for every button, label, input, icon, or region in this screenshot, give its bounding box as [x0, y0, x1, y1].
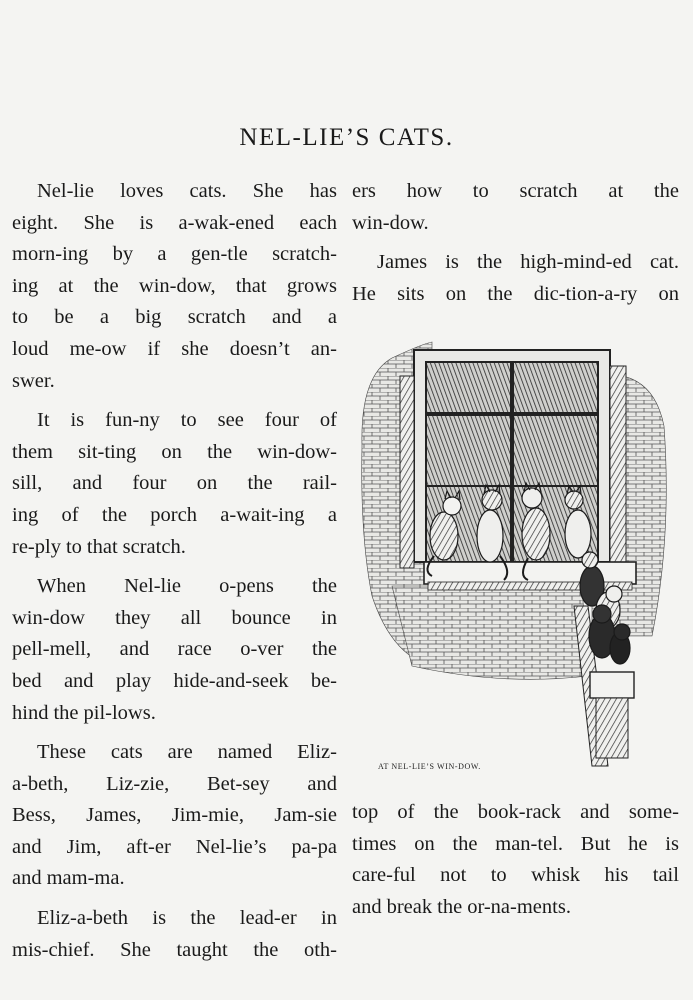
word: and [119, 638, 150, 661]
text-line [12, 366, 337, 398]
text-line [12, 800, 337, 832]
word: oth- [303, 938, 337, 961]
word: and [72, 472, 103, 495]
word: mis-chief. [12, 938, 95, 961]
word: or-na-ments. [467, 895, 571, 918]
word: to [180, 409, 197, 432]
text-line [352, 860, 679, 892]
word: pa-pa [291, 835, 337, 858]
word: the [207, 440, 233, 463]
text-line [352, 279, 679, 311]
word: scratch. [122, 535, 186, 558]
paragraph-3 [12, 571, 337, 729]
word: the [487, 282, 513, 305]
word: be- [310, 669, 337, 692]
word: She [83, 211, 115, 234]
paragraph-6-continued [352, 797, 679, 923]
word: sits [397, 282, 425, 305]
word: It [37, 409, 50, 432]
word: to [12, 306, 28, 329]
word: the [477, 251, 503, 274]
word: Bet-sey [207, 772, 270, 795]
word: see [217, 409, 244, 432]
word: is [665, 832, 679, 855]
word: and [580, 801, 610, 823]
word: a-wak-ened [178, 211, 275, 234]
right-column-top [352, 176, 679, 310]
text-line [12, 437, 337, 469]
word: that [86, 535, 118, 558]
word: ers [352, 180, 376, 202]
word: the [452, 832, 478, 855]
word: He [352, 282, 376, 305]
word: mam-ma. [46, 867, 125, 890]
word: Jim, [66, 835, 102, 858]
text-line [12, 832, 337, 864]
word: at [608, 180, 624, 202]
text-line [12, 334, 337, 366]
word: at [58, 274, 74, 297]
word: times [352, 832, 397, 855]
word: care-ful [352, 864, 416, 887]
word: and [352, 895, 382, 918]
word: be [54, 306, 74, 329]
word: James [377, 251, 428, 274]
word: how [406, 180, 442, 202]
paragraph-4 [12, 737, 337, 895]
word: loud [12, 337, 49, 360]
word: top [352, 801, 379, 823]
word: cat. [649, 251, 679, 274]
word: if [147, 337, 161, 360]
word: whisk [531, 864, 581, 887]
word: a-beth, [12, 772, 69, 795]
word: the [53, 701, 79, 724]
text-line [12, 737, 337, 769]
word: on [161, 440, 182, 463]
text-line [12, 302, 337, 334]
word: named [217, 741, 273, 764]
word: some- [628, 801, 679, 823]
text-line [12, 935, 337, 967]
word: cats [110, 741, 143, 764]
word: each [299, 211, 337, 234]
word: bounce [231, 606, 291, 629]
word: is [152, 907, 167, 930]
text-line [12, 208, 337, 240]
word: grows [286, 274, 337, 297]
word: the [311, 575, 337, 598]
word: them [12, 440, 53, 463]
text-line [12, 698, 337, 730]
paragraph-6 [352, 247, 679, 310]
word: of [397, 801, 415, 823]
word: on [414, 832, 435, 855]
paragraph-2 [12, 405, 337, 563]
word: the [247, 472, 273, 495]
word: Jim-mie, [171, 804, 245, 827]
word: the [433, 801, 459, 823]
word: Nel-lie [37, 180, 94, 202]
text-line [12, 903, 337, 935]
word: and [12, 835, 42, 858]
word: the [253, 938, 279, 961]
word: swer. [12, 369, 55, 392]
word: rail- [302, 472, 337, 495]
word: porch [150, 503, 197, 526]
text-line [12, 532, 337, 564]
text-line [352, 176, 679, 208]
word: four [132, 472, 167, 495]
paragraph-5-continued [352, 176, 679, 239]
word: break [386, 895, 433, 918]
word: not [440, 864, 467, 887]
word: the [653, 180, 679, 202]
word: win-dow, [138, 274, 216, 297]
word: Nel-lie [124, 575, 182, 598]
word: and [307, 772, 337, 795]
text-line [12, 500, 337, 532]
text-line [12, 468, 337, 500]
word: to [490, 864, 507, 887]
right-column-bottom [352, 797, 679, 923]
word: me-ow [69, 337, 127, 360]
word: win-dow. [352, 211, 429, 234]
text-line [12, 603, 337, 635]
text-line [12, 769, 337, 801]
word: cats. [189, 180, 227, 202]
word: James, [86, 804, 142, 827]
word: When [37, 575, 86, 598]
word: o-pens [219, 575, 274, 598]
word: of [61, 503, 79, 526]
word: high-mind-ed [520, 251, 632, 274]
word: win-dow [12, 606, 85, 629]
paragraph-1 [12, 176, 337, 397]
word: Eliz-a-beth [37, 907, 129, 930]
word: ing [12, 503, 39, 526]
text-line [352, 208, 679, 240]
text-line [12, 239, 337, 271]
word: a-wait-ing [220, 503, 305, 526]
word: hide-and-seek [173, 669, 289, 692]
word: re-ply [12, 535, 61, 558]
word: race [177, 638, 212, 661]
word: the [101, 503, 127, 526]
word: he [628, 832, 648, 855]
word: the [311, 638, 337, 661]
word: doesn’t [229, 337, 290, 360]
word: bed [12, 669, 42, 692]
word: book-rack [477, 801, 561, 823]
word: morn-ing [12, 243, 89, 266]
word: scratch [187, 306, 246, 329]
word: Bess, [12, 804, 56, 827]
word: Eliz- [297, 741, 337, 764]
word: is [70, 409, 85, 432]
text-line [12, 634, 337, 666]
text-line [12, 863, 337, 895]
word: loves [120, 180, 164, 202]
word: his [604, 864, 629, 887]
word: the [190, 907, 216, 930]
word: But [580, 832, 611, 855]
word: She [120, 938, 151, 961]
word: sill, [12, 472, 43, 495]
word: an- [310, 337, 337, 360]
word: all [180, 606, 202, 629]
word: gen-tle [190, 243, 248, 266]
word: scratch- [272, 243, 337, 266]
word: a [327, 503, 337, 526]
word: four [264, 409, 299, 432]
word: the [437, 895, 463, 918]
word: and [63, 669, 94, 692]
word: play [115, 669, 152, 692]
word: fun-ny [105, 409, 160, 432]
word: Jam-sie [274, 804, 337, 827]
text-line [352, 247, 679, 279]
word: she [181, 337, 209, 360]
word: on [445, 282, 467, 305]
word: that [235, 274, 267, 297]
word: of [319, 409, 337, 432]
word: a [327, 306, 337, 329]
word: is [139, 211, 154, 234]
word: a [157, 243, 167, 266]
text-line [12, 571, 337, 603]
word: hind [12, 701, 49, 724]
text-line [352, 797, 679, 829]
word: She [252, 180, 284, 202]
word: eight. [12, 211, 59, 234]
page-title: NEL-LIE’S CATS. [239, 124, 454, 151]
text-line [352, 829, 679, 861]
word: in [321, 907, 337, 930]
word: to [472, 180, 489, 202]
word: is [445, 251, 459, 274]
word: they [115, 606, 151, 629]
word: dic-tion-a-ry [533, 282, 638, 305]
word: tail [652, 864, 679, 887]
word: big [135, 306, 162, 329]
text-line [12, 405, 337, 437]
word: a [99, 306, 109, 329]
word: win-dow- [257, 440, 337, 463]
text-line [12, 176, 337, 208]
word: Nel-lie’s [195, 835, 267, 858]
word: in [321, 606, 337, 629]
word: has [309, 180, 337, 202]
illustration-caption: AT NEL-LIE’S WIN-DOW. [378, 762, 481, 771]
word: the [93, 274, 119, 297]
word: are [167, 741, 193, 764]
word: scratch [519, 180, 578, 202]
word: to [65, 535, 82, 558]
word: on [196, 472, 218, 495]
word: Liz-zie, [106, 772, 170, 795]
left-column [12, 176, 337, 966]
word: These [37, 741, 86, 764]
text-line [12, 666, 337, 698]
text-line [352, 892, 679, 924]
word: taught [176, 938, 228, 961]
word: pil-lows. [83, 701, 156, 724]
word: and [12, 867, 42, 890]
word: lead-er [239, 907, 297, 930]
word: ing [12, 274, 39, 297]
paragraph-5 [12, 903, 337, 966]
word: and [272, 306, 302, 329]
text-line [12, 271, 337, 303]
word: on [658, 282, 679, 305]
word: aft-er [126, 835, 171, 858]
word: pell-mell, [12, 638, 92, 661]
word: o-ver [240, 638, 284, 661]
word: sit-ting [78, 440, 137, 463]
cats-at-window-illustration [352, 336, 679, 776]
word: man-tel. [495, 832, 564, 855]
word: by [112, 243, 134, 266]
